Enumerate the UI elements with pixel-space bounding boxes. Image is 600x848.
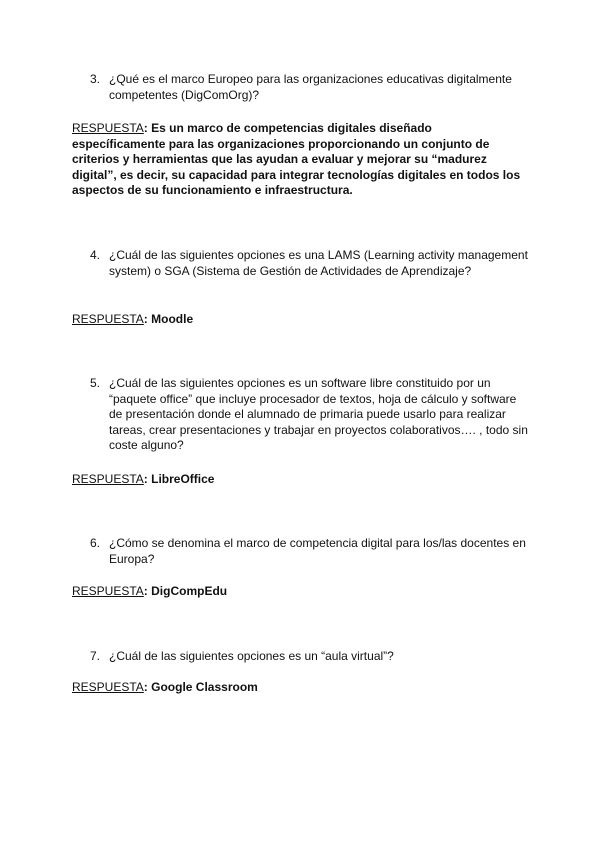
answer-separator: : <box>143 680 148 694</box>
answer-text: Es un marco de competencias digitales diseñado específicamente para las organizaciones proporcionando un conjunto de criterios y herramientas que las ayudan a evaluar y mejorar su “madurez digital”, es decir, su capacidad para integrar tecnologías digitales en todos los aspectos de su funcionamiento e infraestructura. <box>72 121 521 198</box>
answer-text: Moodle <box>147 312 194 326</box>
answer-block-6 <box>0 584 600 600</box>
question-block-4 <box>0 248 600 279</box>
answer-separator: : <box>143 121 148 135</box>
question-number: 6. <box>90 536 101 550</box>
question-number: 7. <box>90 649 101 663</box>
answer-text: DigCompEdu <box>147 584 228 598</box>
question-4 <box>90 248 529 279</box>
question-block-7 <box>0 649 600 665</box>
answer-label: RESPUESTA <box>72 312 144 326</box>
question-text: ¿Cuál de las siguientes opciones es una LAMS (Learning activity management system) o SGA (Sistema de Gestión de Actividades de Aprendizaje? <box>109 248 528 278</box>
question-6 <box>90 536 529 567</box>
answer-separator: : <box>143 312 148 326</box>
question-text: ¿Cuál de las siguientes opciones es un software libre constituido por un “paquete office” que incluye procesador de textos, hoja de cálculo y software de presentación donde el alumnado de primaria puede usarlo para realizar tareas, crear presentaciones y trabajar en proyectos colaborativos…. , todo sin coste alguno? <box>109 376 528 453</box>
question-text: ¿Qué es el marco Europeo para las organizaciones educativas digitalmente competentes (DigComOrg)? <box>109 72 512 102</box>
answer-3 <box>72 121 528 199</box>
answer-label: RESPUESTA <box>72 121 144 135</box>
answer-block-4 <box>0 312 600 328</box>
question-text: ¿Cuál de las siguientes opciones es un “aula virtual”? <box>109 649 394 663</box>
question-block-5 <box>0 376 600 454</box>
question-block-3 <box>0 72 600 103</box>
answer-text: LibreOffice <box>147 472 215 486</box>
answer-label: RESPUESTA <box>72 584 144 598</box>
answer-5 <box>72 472 528 488</box>
answer-text: Google Classroom <box>147 680 258 694</box>
answer-separator: : <box>143 584 148 598</box>
question-number: 5. <box>90 376 101 390</box>
answer-6 <box>72 584 528 600</box>
question-5 <box>90 376 529 454</box>
answer-label: RESPUESTA <box>72 472 144 486</box>
answer-block-7 <box>0 680 600 696</box>
question-3 <box>90 72 529 103</box>
answer-7 <box>72 680 528 696</box>
question-block-6 <box>0 536 600 567</box>
question-7 <box>90 649 529 665</box>
question-number: 3. <box>90 72 101 86</box>
question-number: 4. <box>90 248 101 262</box>
answer-4 <box>72 312 528 328</box>
answer-label: RESPUESTA <box>72 680 144 694</box>
answer-block-5 <box>0 472 600 488</box>
answer-separator: : <box>143 472 148 486</box>
question-text: ¿Cómo se denomina el marco de competencia digital para los/las docentes en Europa? <box>109 536 526 566</box>
answer-block-3 <box>0 121 600 199</box>
